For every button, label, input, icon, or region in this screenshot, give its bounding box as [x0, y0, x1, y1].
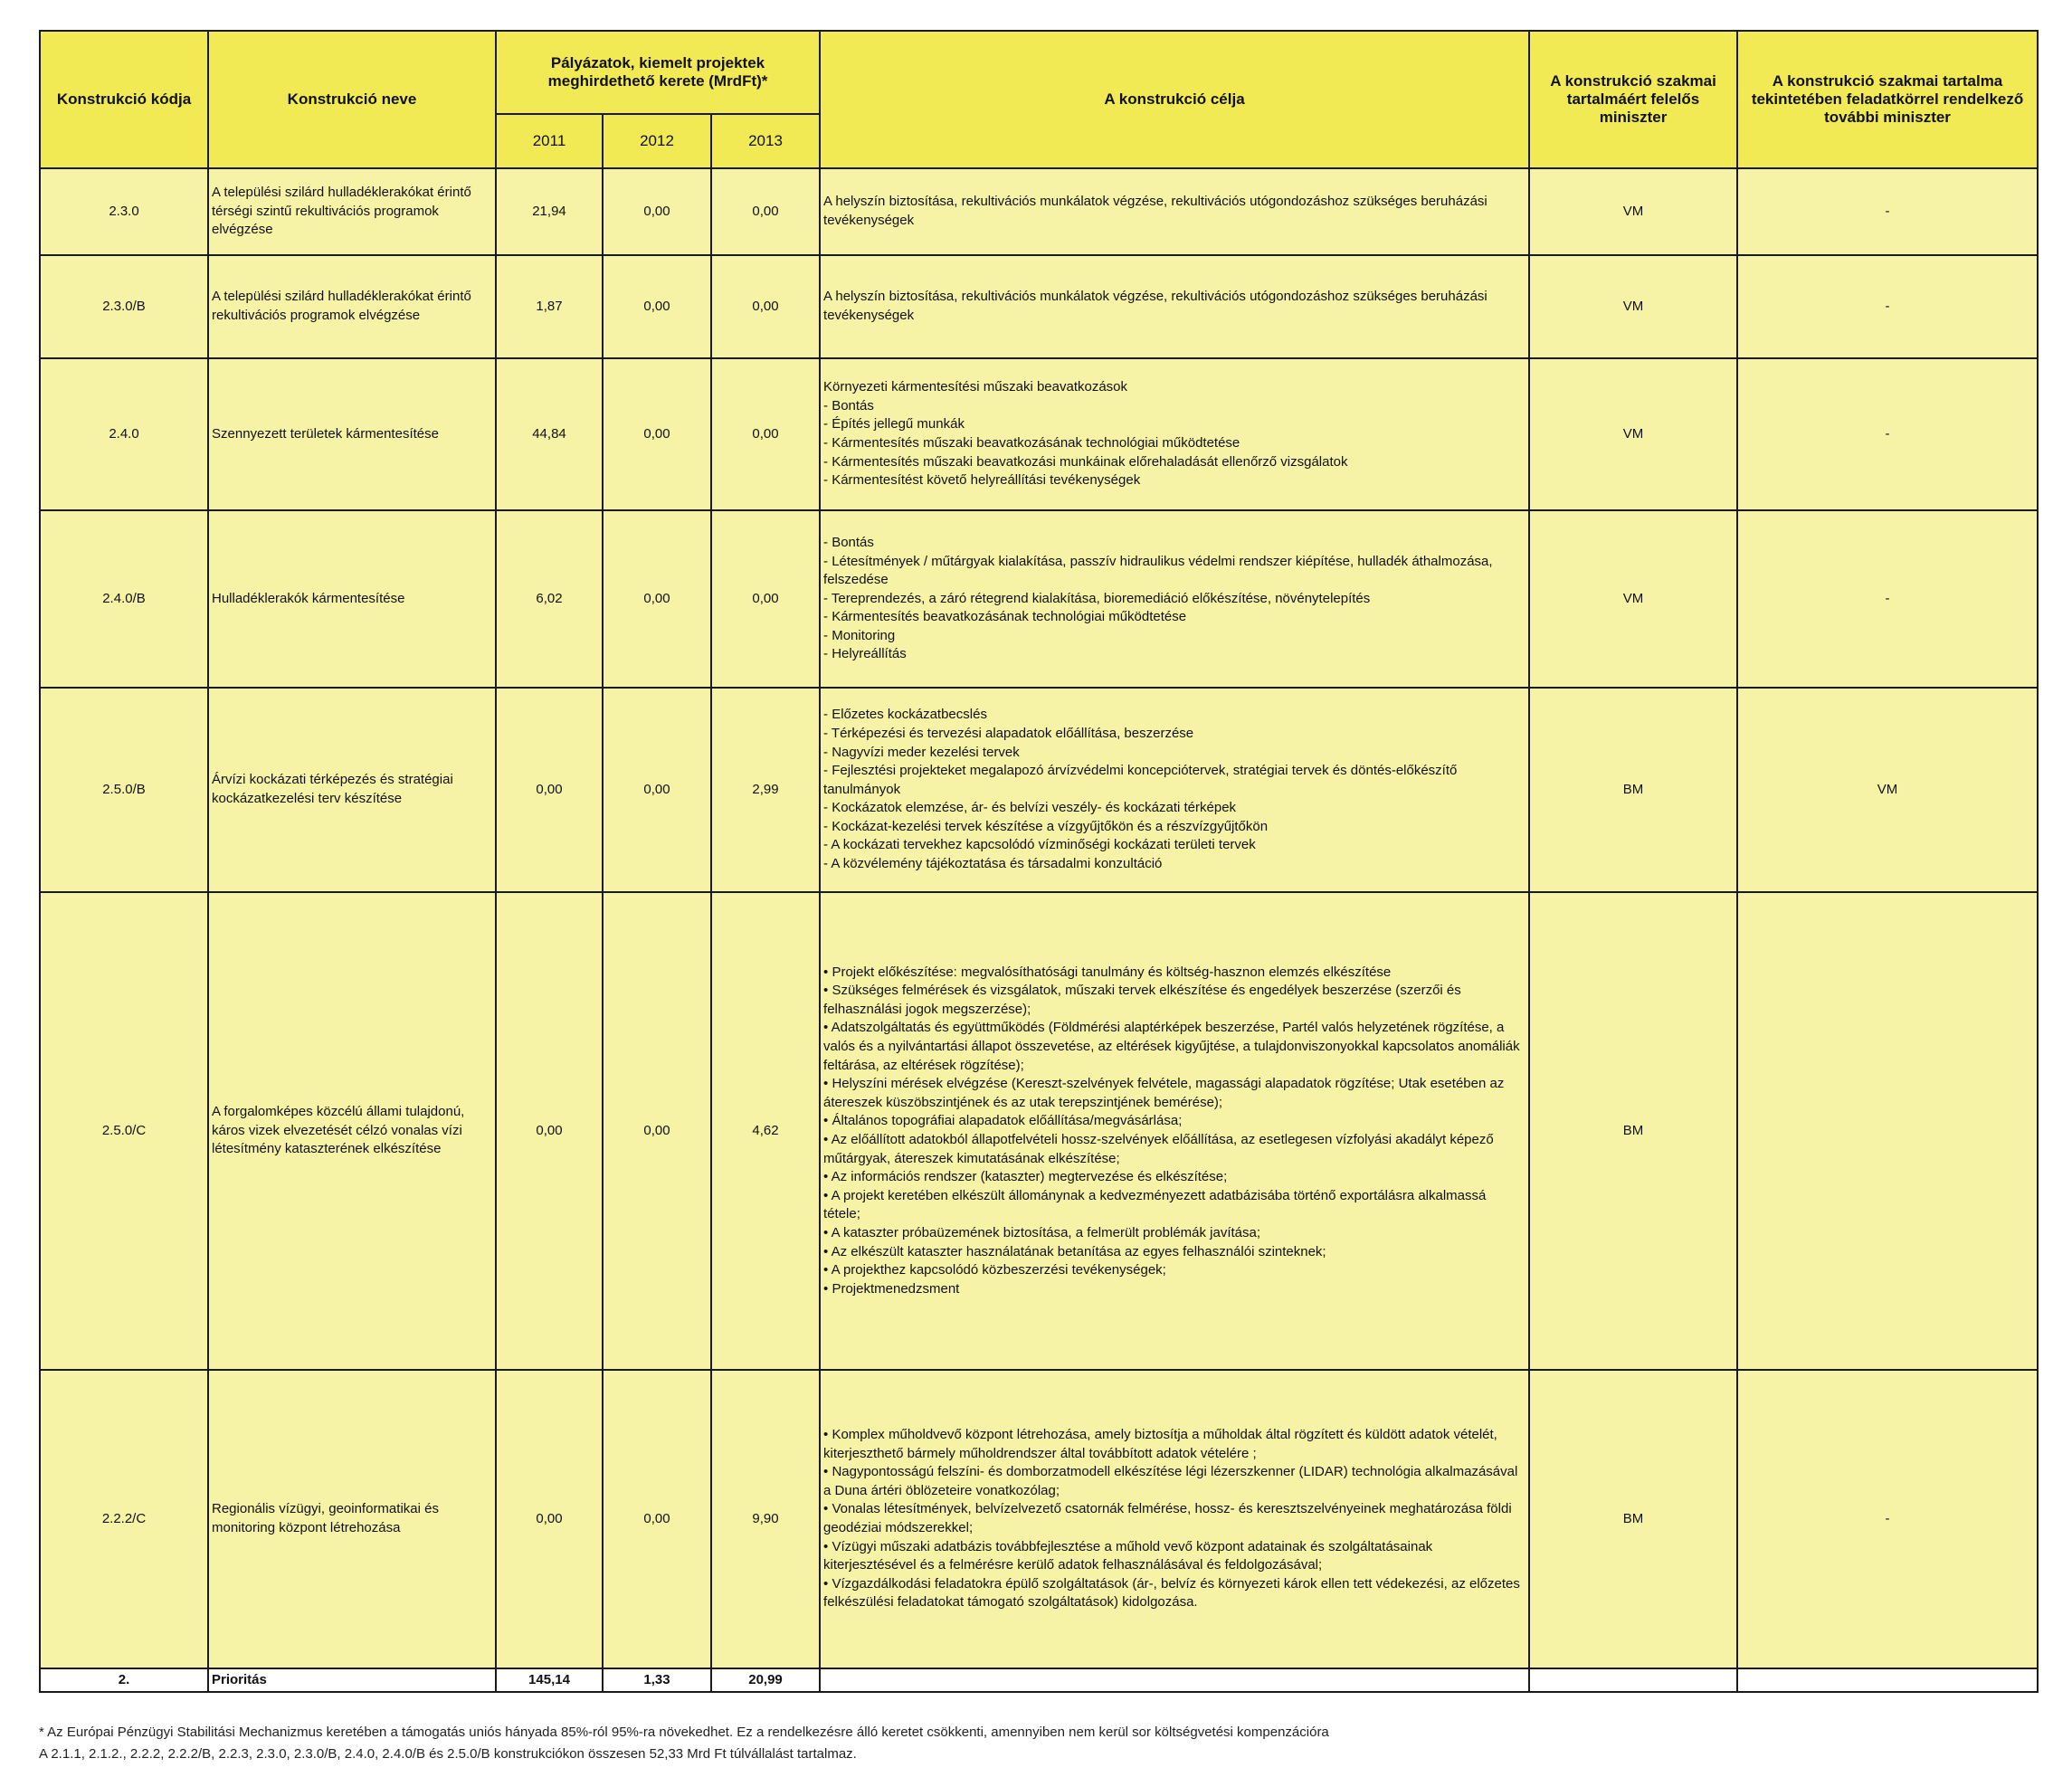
- cell-2012: 0,00: [603, 892, 711, 1370]
- goal-line: - Kármentesítés beavatkozásának technológiai működtetése: [823, 609, 1187, 625]
- cell-2011: 6,02: [496, 510, 603, 688]
- header-year-2013: 2013: [711, 114, 820, 168]
- footnote-1: * Az Európai Pénzügyi Stabilitási Mechanizmus keretében a támogatás uniós hányada 85%-ról 95%-ra növekedhet. Ez a rendelkezésre álló keretet csökkenti, amennyiben nem kerül sor költségvetési kompenzációra: [39, 1725, 1329, 1740]
- cell-goal: [820, 1370, 1529, 1668]
- cell-2011: 0,00: [496, 1370, 603, 1668]
- total-2012: 1,33: [603, 1668, 711, 1692]
- cell-name: Hulladéklerakók kármentesítése: [208, 510, 496, 688]
- goal-line: - Kármentesítés műszaki beavatkozási munkáinak előrehaladását ellenőrző vizsgálatok: [823, 453, 1348, 470]
- goal-line: • Az információs rendszer (kataszter) megtervezése és elkészítése;: [823, 1169, 1228, 1185]
- header-other-minister: A konstrukció szakmai tartalma tekintetében feladatkörrel rendelkező további miniszter: [1737, 31, 2038, 168]
- header-name: Konstrukció neve: [208, 31, 496, 168]
- cell-other-minister: -: [1737, 510, 2038, 688]
- goal-line: • Az előállított adatokból állapotfelvételi hossz-szelvények előállítása, az esetlegesen vízfolyási akadályt képező műtárgyak, átereszek kimutatásának elkészítése;: [823, 1132, 1494, 1166]
- header-budget: Pályázatok, kiemelt projektek meghirdethető kerete (MrdFt)*: [496, 31, 820, 114]
- cell-other-minister: -: [1737, 255, 2038, 358]
- total-2011: 145,14: [496, 1668, 603, 1692]
- goal-line: - A közvélemény tájékoztatása és társadalmi konzultáció: [823, 856, 1163, 872]
- header-year-2012: 2012: [603, 114, 711, 168]
- table-row: [40, 168, 2038, 255]
- goal-line: • Az elkészült kataszter használatának betanítása az egyes felhasználói szinteknek;: [823, 1243, 1326, 1259]
- cell-2013: 2,99: [711, 688, 820, 892]
- cell-name: A forgalomképes közcélú állami tulajdonú, káros vizek elvezetését célzó vonalas vízi létesítmény kataszterének elkészítése: [208, 892, 496, 1370]
- cell-2013: 9,90: [711, 1370, 820, 1668]
- cell-other-minister: -: [1737, 358, 2038, 510]
- cell-2012: 0,00: [603, 688, 711, 892]
- header-code: Konstrukció kódja: [40, 31, 208, 168]
- goal-line: • A kataszter próbaüzemének biztosítása, a felmerült problémák javítása;: [823, 1224, 1261, 1240]
- goal-line: • A projekthez kapcsolódó közbeszerzési tevékenységek;: [823, 1262, 1166, 1278]
- cell-2011: 0,00: [496, 892, 603, 1370]
- table-row: [40, 358, 2038, 510]
- cell-minister: VM: [1529, 358, 1737, 510]
- cell-minister: VM: [1529, 255, 1737, 358]
- cell-goal: [820, 168, 1529, 255]
- goal-line: - Helyreállítás: [823, 646, 907, 662]
- total-2013: 20,99: [711, 1668, 820, 1692]
- goal-line: • Nagypontosságú felszíni- és domborzatmodell elkészítése légi lézerszkenner (LIDAR) technológia alkalmazásával a Duna ártéri öblözeteire vonatkozólag;: [823, 1464, 1518, 1498]
- cell-name: A települési szilárd hulladéklerakókat érintő térségi szintű rekultivációs programok elvégzése: [208, 168, 496, 255]
- footnotes: [39, 1722, 1329, 1765]
- cell-name: A települési szilárd hulladéklerakókat érintő rekultivációs programok elvégzése: [208, 255, 496, 358]
- total-row: [40, 1668, 2038, 1692]
- cell-code: 2.5.0/B: [40, 688, 208, 892]
- cell-code: 2.5.0/C: [40, 892, 208, 1370]
- goal-line: - Nagyvízi meder kezelési tervek: [823, 744, 1020, 760]
- goal-line: A helyszín biztosítása, rekultivációs munkálatok végzése, rekultivációs utógondozáshoz szükséges beruházási tevékenységek: [823, 194, 1487, 228]
- cell-code: 2.3.0/B: [40, 255, 208, 358]
- cell-name: Szennyezett területek kármentesítése: [208, 358, 496, 510]
- cell-name: Árvízi kockázati térképezés és stratégiai kockázatkezelési terv készítése: [208, 688, 496, 892]
- construction-table: [39, 30, 2039, 1693]
- table-row: [40, 255, 2038, 358]
- cell-2013: 0,00: [711, 510, 820, 688]
- cell-2013: 0,00: [711, 255, 820, 358]
- goal-line: • Vízügyi műszaki adatbázis továbbfejlesztése a műhold vevő központ adatainak és szolgáltatásainak kiterjesztésével és a felmérésre kerülő adatok felhasználásával és feldolgozásával;: [823, 1538, 1433, 1573]
- goal-line: • A projekt keretében elkészült állománynak a kedvezményezett adatbázisába történő exportálásra alkalmassá tétele;: [823, 1187, 1487, 1222]
- table-row: [40, 688, 2038, 892]
- cell-goal: [820, 358, 1529, 510]
- cell-code: 2.4.0/B: [40, 510, 208, 688]
- cell-2012: 0,00: [603, 255, 711, 358]
- cell-2011: 1,87: [496, 255, 603, 358]
- cell-2011: 0,00: [496, 688, 603, 892]
- table-row: [40, 1370, 2038, 1668]
- goal-line: • Projekt előkészítése: megvalósíthatósági tanulmány és költség-hasznon elemzés elkészítése: [823, 964, 1392, 980]
- goal-line: - Kockázat-kezelési tervek készítése a vízgyűjtőkön és a részvízgyűjtőkön: [823, 818, 1269, 834]
- total-goal: [820, 1668, 1529, 1692]
- cell-2013: 0,00: [711, 168, 820, 255]
- cell-minister: VM: [1529, 168, 1737, 255]
- cell-2013: 4,62: [711, 892, 820, 1370]
- cell-goal: [820, 688, 1529, 892]
- goal-line: • Projektmenedzsment: [823, 1280, 960, 1297]
- goal-line: A helyszín biztosítása, rekultivációs munkálatok végzése, rekultivációs utógondozáshoz szükséges beruházási tevékenységek: [823, 289, 1487, 323]
- header-minister: A konstrukció szakmai tartalmáért felelős miniszter: [1529, 31, 1737, 168]
- cell-other-minister: -: [1737, 1370, 2038, 1668]
- cell-code: 2.3.0: [40, 168, 208, 255]
- cell-2012: 0,00: [603, 168, 711, 255]
- cell-2013: 0,00: [711, 358, 820, 510]
- goal-line: - Térképezési és tervezési alapadatok előállítása, beszerzése: [823, 725, 1194, 741]
- cell-goal: [820, 510, 1529, 688]
- cell-other-minister: VM: [1737, 688, 2038, 892]
- goal-line: - Tereprendezés, a záró rétegrend kialakítása, bioremediáció előkészítése, növénytelepítés: [823, 590, 1371, 606]
- table-row: [40, 892, 2038, 1370]
- cell-minister: VM: [1529, 510, 1737, 688]
- cell-goal: [820, 892, 1529, 1370]
- goal-line: - A kockázati tervekhez kapcsolódó vízminőségi kockázati területi tervek: [823, 837, 1256, 853]
- goal-line: - Kármentesítés műszaki beavatkozásának technológiai működtetése: [823, 435, 1240, 451]
- total-code: 2.: [40, 1668, 208, 1692]
- goal-line: - Kockázatok elemzése, ár- és belvízi veszély- és kockázati térképek: [823, 800, 1237, 816]
- goal-line: • Adatszolgáltatás és együttműködés (Földmérési alaptérképek beszerzése, Partél valós helyzetének rögzítése, a valós és a nyilvántartási állapot összevetése, az eltérések kigyűjtése, a tulajdonviszonyokkal kapcsolatos anomáliák feltárása, az eltérések rögzítése);: [823, 1020, 1520, 1073]
- cell-2012: 0,00: [603, 358, 711, 510]
- goal-line: - Bontás: [823, 397, 874, 413]
- header-year-2011: 2011: [496, 114, 603, 168]
- cell-other-minister: -: [1737, 168, 2038, 255]
- goal-line: - Előzetes kockázatbecslés: [823, 707, 987, 723]
- cell-code: 2.2.2/C: [40, 1370, 208, 1668]
- goal-line: • Vízgazdálkodási feladatokra épülő szolgáltatások (ár-, belvíz és környezeti károk ellen tett védekezési, az előzetes felkészülési feladatokat támogató szolgáltatások) kidolgozása.: [823, 1575, 1520, 1611]
- goal-line: • Szükséges felmérések és vizsgálatok, műszaki tervek elkészítése és engedélyek beszerzése (szerzői és felhasználási jogok megszerzése);: [823, 983, 1461, 1017]
- cell-2011: 21,94: [496, 168, 603, 255]
- goal-line: • Általános topográfiai alapadatok előállítása/megvásárlása;: [823, 1113, 1183, 1129]
- goal-line: - Monitoring: [823, 627, 896, 643]
- goal-line: - Kármentesítést követő helyreállítási tevékenységek: [823, 472, 1141, 489]
- footnote-2: A 2.1.1, 2.1.2., 2.2.2, 2.2.2/B, 2.2.3, 2.3.0, 2.3.0/B, 2.4.0, 2.4.0/B és 2.5.0/B konstrukciókon összesen 52,33 Mrd Ft túlvállalást tartalmaz.: [39, 1746, 857, 1762]
- header-goal: A konstrukció célja: [820, 31, 1529, 168]
- cell-2012: 0,00: [603, 510, 711, 688]
- goal-line: - Fejlesztési projekteket megalapozó árvízvédelmi koncepciótervek, stratégiai tervek és döntés-előkészítő tanulmányok: [823, 763, 1458, 797]
- total-minister: [1529, 1668, 1737, 1692]
- cell-goal: [820, 255, 1529, 358]
- cell-other-minister: [1737, 892, 2038, 1370]
- cell-minister: BM: [1529, 688, 1737, 892]
- total-other: [1737, 1668, 2038, 1692]
- cell-code: 2.4.0: [40, 358, 208, 510]
- cell-name: Regionális vízügyi, geoinformatikai és monitoring központ létrehozása: [208, 1370, 496, 1668]
- total-label: Prioritás: [208, 1668, 496, 1692]
- table-row: [40, 510, 2038, 688]
- goal-line: • Helyszíni mérések elvégzése (Kereszt-szelvények felvétele, magassági alapadatok rögzítése; Utak esetében az átereszek küszöbszintjének és az utak terepszintjének bemérése);: [823, 1076, 1505, 1110]
- goal-line: • Vonalas létesítmények, belvízelvezető csatornák felmérése, hossz- és keresztszelvényeinek meghatározása földi geodéziai módszerekkel;: [823, 1501, 1512, 1535]
- goal-line: Környezeti kármentesítési műszaki beavatkozások: [823, 379, 1128, 395]
- cell-2012: 0,00: [603, 1370, 711, 1668]
- goal-line: • Komplex műholdvevő központ létrehozása, amely biztosítja a műholdak által rögzített és küldött adatok vételét, kiterjeszthető bármely műholdrendszer által továbbított adatok vételére ;: [823, 1427, 1497, 1461]
- goal-line: - Bontás: [823, 534, 874, 550]
- cell-2011: 44,84: [496, 358, 603, 510]
- cell-minister: BM: [1529, 892, 1737, 1370]
- goal-line: - Építés jellegű munkák: [823, 416, 965, 432]
- goal-line: - Létesítmények / műtárgyak kialakítása, passzív hidraulikus védelmi rendszer kiépítése, hulladék áthalmozása, felszedése: [823, 553, 1493, 588]
- cell-minister: BM: [1529, 1370, 1737, 1668]
